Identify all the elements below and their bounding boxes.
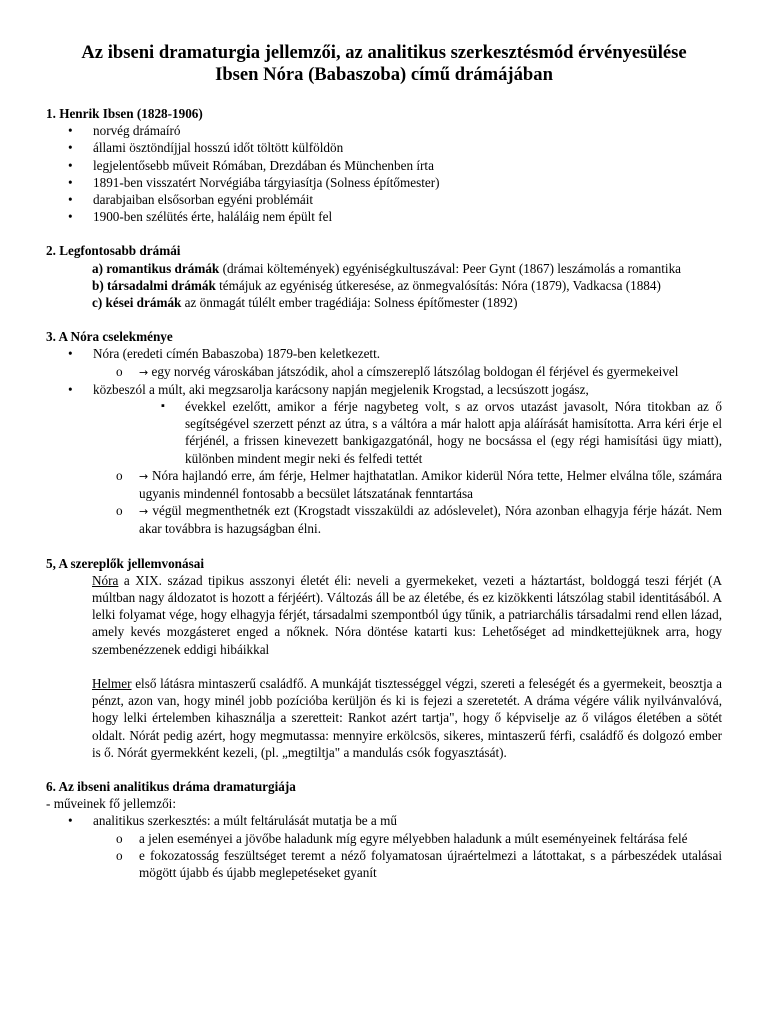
intro-line: - műveinek fő jellemzői: xyxy=(46,796,177,812)
section-ibsen xyxy=(46,105,722,225)
section-heading: 6. Az ibseni analitikus dráma dramaturgiája xyxy=(46,778,296,794)
sub-list xyxy=(46,830,722,882)
section-plot xyxy=(46,328,722,537)
list-item: • analitikus szerkesztés: a múlt feltárulását mutatja be a mű xyxy=(46,812,722,829)
section-heading: 1. Henrik Ibsen (1828-1906) xyxy=(46,106,203,121)
list-item: • norvég drámaíró xyxy=(46,122,722,139)
list-item xyxy=(46,345,722,362)
sub-list-item xyxy=(46,363,722,381)
list-item: • 1900-ben szélütés érte, haláláig nem épült fel xyxy=(46,208,722,225)
document-title xyxy=(46,42,722,85)
bullet-list xyxy=(46,345,722,362)
sub-list-item-text: Nóra hajlandó erre, ám férje, Helmer hajthatatlan. Amikor kiderül Nóra tette, Helmer elválna tőle, számára ugyanis mindennél fontosabb a becsület látszatának fenntartása xyxy=(139,467,722,502)
list-item-text: közbeszól a múlt, aki megzsarolja karácsony napján megjelenik Krogstad, a lecsúszott jogász, xyxy=(93,381,589,397)
sub-list-item xyxy=(46,502,722,537)
drama-category-label: a) romantikus drámák xyxy=(92,260,220,276)
paragraph-gap xyxy=(46,658,722,675)
bullet-list xyxy=(46,122,722,225)
sub-list xyxy=(46,363,722,381)
sub-list-item-text: egy norvég városkában játszódik, ahol a címszereplő látszólag boldogan él férjével és gyermekeivel xyxy=(151,363,679,379)
drama-category-label: b) társadalmi drámák xyxy=(92,277,216,293)
character-nora xyxy=(46,572,722,658)
drama-category xyxy=(46,277,722,294)
bullet-list xyxy=(46,812,722,829)
sub-list-item: o a jelen eseményei a jövőbe haladunk míg egyre mélyebben haladunk a múlt eseményeinek feltárása felé xyxy=(46,830,722,847)
sub-list-item: o e fokozatosság feszültséget teremt a néző folyamatosan újraértelmezi a látottakat, s a párbeszédek utalásai mögött újabb és újabb meglepetéseket gyanít xyxy=(46,847,722,881)
section-dramaturgy xyxy=(46,778,722,881)
drama-category-text: az önmagát túlélt ember tragédiája: Solness építőmester (1892) xyxy=(181,295,518,311)
arrow-icon: → xyxy=(139,365,149,379)
sub-list-item xyxy=(46,467,722,502)
character-helmer xyxy=(46,675,722,761)
drama-category-text: (drámai költemények) egyéniségkultuszával: Peer Gynt (1867) leszámolás a romantika xyxy=(219,260,682,276)
title-line-2: Ibsen Nóra (Babaszoba) című drámájában xyxy=(215,63,553,85)
character-name: Helmer xyxy=(92,675,132,691)
square-list xyxy=(46,398,722,467)
section-heading: 3. A Nóra cselekménye xyxy=(46,329,173,345)
title-line-1: Az ibseni dramaturgia jellemzői, az analitikus szerkesztésmód érvényesülése xyxy=(81,42,687,63)
sub-list xyxy=(46,467,722,538)
character-description: a XIX. század tipikus asszonyi életét éli: neveli a gyermekeket, vezeti a háztartást, boldoggá teszi férjét (A múltban nagy áldozatot is hozott a férjéért). Változás áll be az életébe, és ez kizökkenti látszólag stabil identitásából. A lelki folyamat vége, hogy elhagyja férjét, társadalmi szempontból úgy tűnik, a patriarchális társadalmi rend ellen lázad, amely kevés mozgásteret enged a nőknek. Nóra döntése katarti kus: Lehetőséget ad mindkettejüknek arra, hogy szembenézzenek eddigi hibáikkal xyxy=(92,572,722,657)
bullet-list xyxy=(46,381,722,398)
list-item-text: Nóra (eredeti címén Babaszoba) 1879-ben keletkezett. xyxy=(93,346,381,362)
list-item: • 1891-ben visszatért Norvégiába tárgyiasítja (Solness építőmester) xyxy=(46,174,722,191)
square-list-item: ▪ évekkel ezelőtt, amikor a férje nagybeteg volt, s az orvos utazást javasolt, Nóra titokban az ő segítségével szerzett pénzt az útra, s a váltóra a már halott apja aláírását hamisította. Arra kéri érje el férjénél, a frissen kinevezett bankigazgatónál, hogy ne bocsássa el (egy régi hamisítási ügy miatt), különben mindent megir neki és felfedi tettét xyxy=(46,398,722,467)
arrow-icon: → xyxy=(139,469,149,483)
sub-list-item-text: végül megmenthetnék ezt (Krogstadt visszaküldi az adóslevelet), Nóra azonban elhagyja férje házát. Nem akar továbbra is hazugságban élni. xyxy=(139,503,722,537)
drama-category xyxy=(46,260,722,277)
list-item: • darabjaiban elsősorban egyéni problémáit xyxy=(46,191,722,208)
drama-category-text: témájuk az egyéniség útkeresése, az önmegvalósítás: Nóra (1879), Vadkacsa (1884) xyxy=(215,277,661,293)
section-characters xyxy=(46,555,722,761)
document-page xyxy=(46,42,722,898)
list-item: • legjelentősebb műveit Rómában, Drezdában és Münchenben írta xyxy=(46,157,722,174)
list-item: • állami ösztöndíjjal hosszú időt töltött külföldön xyxy=(46,139,722,156)
section-dramas xyxy=(46,242,722,311)
character-description: első látásra mintaszerű családfő. A munkáját tisztességgel végzi, szereti a feleségét és a gyermekeit, beosztja a pénzt, azon van, hogy minél jobb pozícióba kerüljön és ki is fejezi a szeretetét. A dráma végére válik nyilvánvalóvá, hogy lelki értelemben kihasználja a szeretteit: Rankot azért tartja", hogy ő képviselje az ő világos életében a sötét oldalt. Nórát pedig azért, hogy megmutassa: mennyire erkölcsös, sikeres, mintaszerű férfi, családfő és dolgozó ember is ő. Nórát gyermekként kezeli, (pl. „megtiltja" a mandulás csók fogyasztását). xyxy=(92,675,722,760)
section-heading: 2. Legfontosabb drámái xyxy=(46,243,181,259)
section-heading: 5, A szereplők jellemvonásai xyxy=(46,555,204,571)
list-item xyxy=(46,381,722,398)
drama-category-label: c) kései drámák xyxy=(92,295,182,311)
drama-category xyxy=(46,294,722,311)
character-name: Nóra xyxy=(92,572,119,588)
arrow-icon: → xyxy=(139,505,149,519)
